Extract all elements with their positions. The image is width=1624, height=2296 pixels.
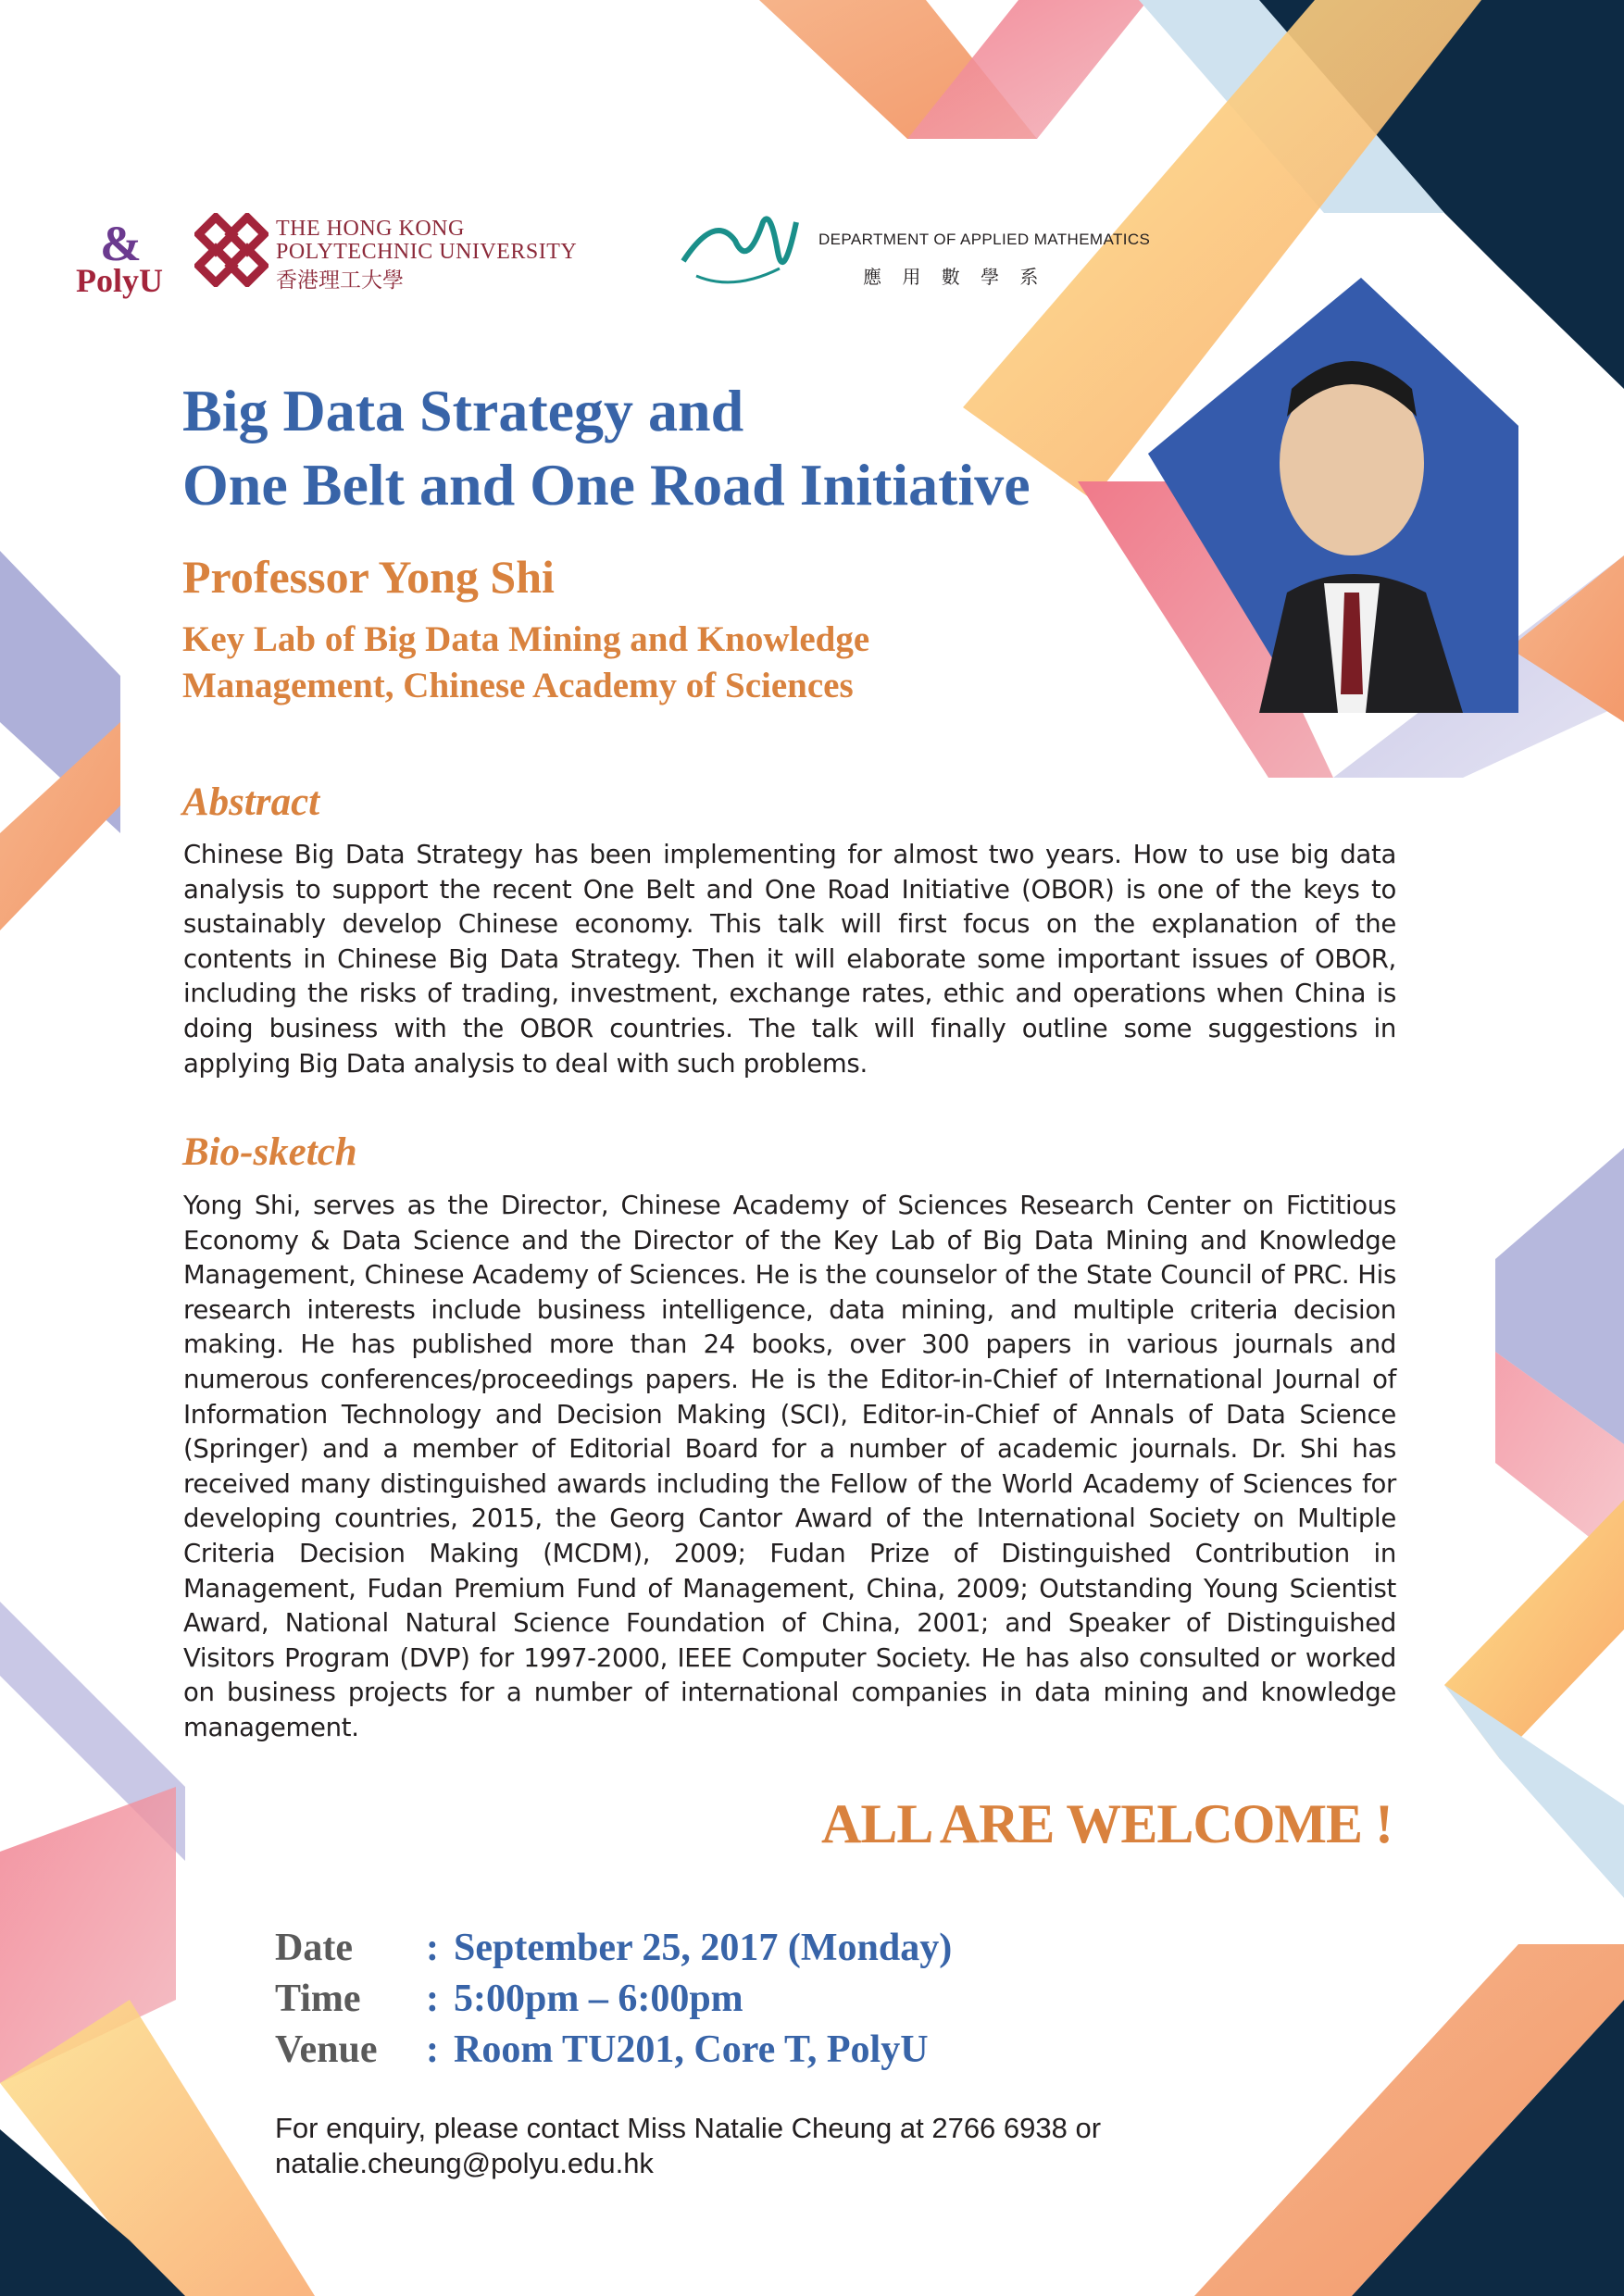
abstract-heading: Abstract [182,780,320,824]
time-colon: : [426,1978,439,2020]
date-row [275,1926,952,1970]
date-colon: : [426,1927,439,1969]
talk-title-line2: One Belt and One Road Initiative [182,452,1031,518]
department-name: DEPARTMENT OF APPLIED MATHEMATICS [818,231,1151,248]
date-label: Date [275,1927,353,1969]
time-value: 5:00pm – 6:00pm [454,1978,743,2020]
polyu-ampersand-icon: & [100,216,142,271]
applied-math-logo-icon [678,204,803,296]
enquiry-email[interactable]: natalie.cheung@polyu.edu.hk [275,2147,654,2179]
speaker-name: Professor Yong Shi [182,551,555,603]
university-name-line1: THE HONG KONG [276,217,465,241]
bio-text: Yong Shi, serves as the Director, Chinese Academy of Sciences Research Center on Fictitious Economy & Data Science and the Director of the Key Lab of Big Data Mining and Knowledge Management, Chinese Academy of Sciences. He is the counselor of the State Council of PRC. His research interests include business intelligence, data mining, and multiple criteria decision making. He has published more than 24 books, over 300 papers in various journals and numerous conferences/proceedings papers. He is the Editor-in-Chief of International Journal of Information Technology and Decision Making (SCI), Editor-in-Chief of Annals of Data Science (Springer) and a member of Editorial Board for a number of academic journals. Dr. Shi has received many distinguished awards including the Fellow of the World Academy of Sciences for developing countries, 2015, the Georg Cantor Award of the International Society on Multiple Criteria Decision Making (MCDM), 2009; Fudan Prize of Distinguished Contribution in Management, Fudan Premium Fund of Management, China, 2009; Outstanding Young Scientist Award, National Natural Science Foundation of China, 2001; and Speaker of Distinguished Visitors Program (DVP) for 1997-2000, IEEE Computer Society. He has also consulted or worked on business projects for a number of international companies in data mining and knowledge management. [183,1191,1396,1742]
date-value: September 25, 2017 (Monday) [454,1927,953,1969]
venue-value: Room TU201, Core T, PolyU [454,2028,929,2071]
venue-row [275,2028,929,2072]
polyu-logo-text: PolyU [76,262,163,299]
polyu-logo [74,215,176,303]
enquiry-line1: For enquiry, please contact Miss Natalie Cheung at 2766 6938 or [275,2112,1102,2144]
speaker-photo [1148,278,1518,713]
university-name-chinese: 香港理工大學 [276,268,404,293]
affiliation-line1: Key Lab of Big Data Mining and Knowledge [182,619,870,659]
talk-title-line1: Big Data Strategy and [182,378,744,443]
venue-label: Venue [275,2028,378,2071]
time-row [275,1977,743,2021]
affiliation-line2: Management, Chinese Academy of Sciences [182,666,854,705]
venue-colon: : [426,2028,439,2071]
enquiry-text [275,2111,1101,2181]
speaker-affiliation [182,617,869,709]
welcome-banner: ALL ARE WELCOME ! [820,1793,1393,1854]
time-label: Time [275,1978,361,2020]
talk-title [182,374,1031,522]
university-name-line2: POLYTECHNIC UNIVERSITY [276,240,578,264]
department-name-chinese: 應 用 數 學 系 [863,266,1046,288]
bio-heading: Bio-sketch [182,1130,357,1174]
polyu-emblem-icon [194,213,269,287]
abstract-text: Chinese Big Data Strategy has been implementing for almost two years. How to use big data analysis to support the recent One Belt and One Road Initiative (OBOR) is one of the keys to sustainably develop Chinese economy. This talk will first focus on the explanation of the contents in Chinese Big Data Strategy. Then it will elaborate some important issues of OBOR, including the risks of trading, investment, exchange rates, ethic and operations when China is doing business with the OBOR countries. The talk will finally outline some suggestions in applying Big Data analysis to deal with such problems. [183,840,1396,1079]
